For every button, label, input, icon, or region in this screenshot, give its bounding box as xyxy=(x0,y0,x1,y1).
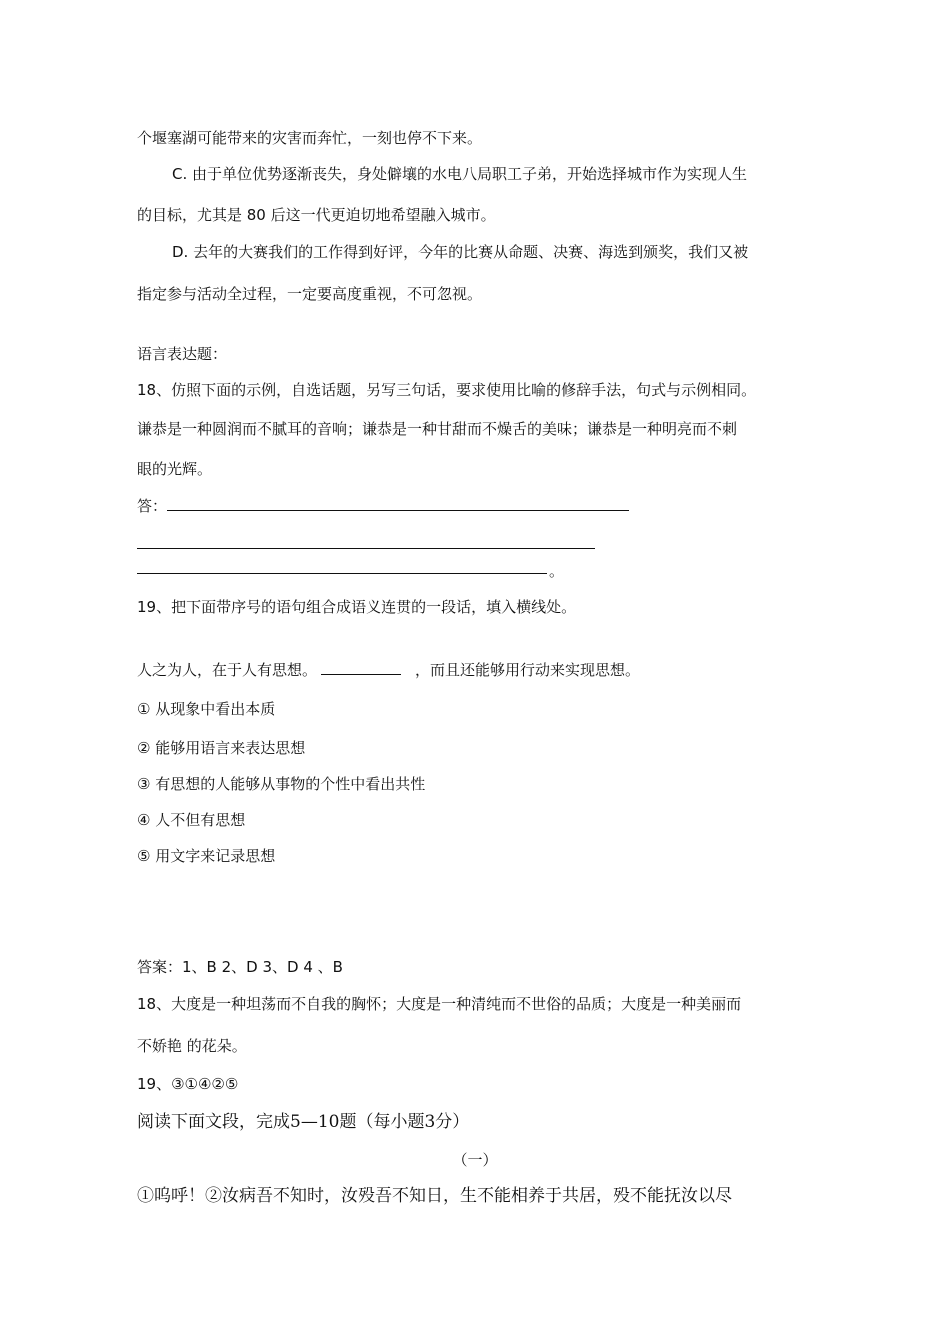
q18-answer-blank-3[interactable] xyxy=(137,573,547,574)
q19-prompt: 19、把下面带序号的语句组合成语义连贯的一段话，填入横线处。 xyxy=(137,598,577,616)
reading-text-line1: ①呜呼！②汝病吾不知时，汝殁吾不知日，生不能相养于共居，殁不能抚汝以尽 xyxy=(137,1186,732,1206)
answer-18-line2: 不娇艳 的花朵。 xyxy=(137,1037,247,1055)
option-b-tail: 个堰塞湖可能带来的灾害而奔忙，一刻也停不下来。 xyxy=(137,129,483,147)
reading-part-label: （一） xyxy=(452,1151,498,1169)
answers-line1: 答案：1、B 2、D 3、D 4 、B xyxy=(137,958,343,976)
q19-stem-before: 人之为人，在于人有思想。 xyxy=(137,661,318,679)
q19-stem-after: ，而且还能够用行动来实现思想。 xyxy=(415,661,641,679)
q19-stem xyxy=(137,660,640,680)
q19-fill-blank[interactable] xyxy=(321,660,401,675)
q19-option-1: ① 从现象中看出本质 xyxy=(137,700,276,718)
q18-prompt: 18、仿照下面的示例，自选话题，另写三句话，要求使用比喻的修辞手法，句式与示例相同。 xyxy=(137,381,757,399)
q18-answer-label: 答： xyxy=(137,497,168,515)
q18-example-line1: 谦恭是一种圆润而不腻耳的音响；谦恭是一种甘甜而不燥舌的美味；谦恭是一种明亮而不刺 xyxy=(137,420,738,438)
q19-option-4: ④ 人不但有思想 xyxy=(137,811,246,829)
q19-option-5: ⑤ 用文字来记录思想 xyxy=(137,847,276,865)
answer-18-line1: 18、大度是一种坦荡而不自我的胸怀；大度是一种清纯而不世俗的品质；大度是一种美丽而 xyxy=(137,995,742,1013)
option-c-line2: 的目标，尤其是 80 后这一代更迫切地希望融入城市。 xyxy=(137,206,496,224)
answer-19: 19、③①④②⑤ xyxy=(137,1075,239,1093)
section-title: 语言表达题： xyxy=(137,345,228,363)
q18-example-line2: 眼的光辉。 xyxy=(137,460,213,478)
q19-option-2: ② 能够用语言来表达思想 xyxy=(137,739,306,757)
q18-answer-blank-1[interactable] xyxy=(167,496,629,511)
q19-option-3: ③ 有思想的人能够从事物的个性中看出共性 xyxy=(137,775,426,793)
q18-answer-row xyxy=(137,496,629,516)
option-c-line1: C. 由于单位优势逐渐丧失，身处僻壤的水电八局职工子弟，开始选择城市作为实现人生 xyxy=(172,165,748,183)
q18-answer-blank-2[interactable] xyxy=(137,548,595,549)
option-d-line1: D. 去年的大赛我们的工作得到好评，今年的比赛从命题、决赛、海选到颁奖，我们又被 xyxy=(172,243,749,261)
q18-end-mark: 。 xyxy=(549,562,565,580)
option-d-line2: 指定参与活动全过程，一定要高度重视，不可忽视。 xyxy=(137,285,483,303)
reading-instruction: 阅读下面文段，完成5—10题（每小题3分） xyxy=(137,1112,470,1132)
